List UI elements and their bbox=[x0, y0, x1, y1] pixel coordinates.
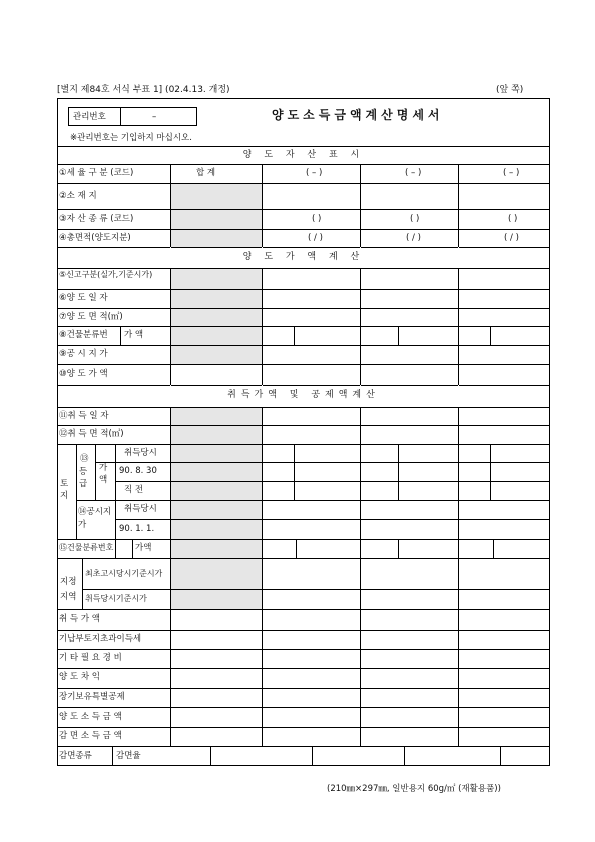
grade-just-before-label: 직 전 bbox=[124, 485, 144, 495]
grade-price-label: 가액 bbox=[99, 463, 108, 485]
area-share-field-2[interactable]: ( / ) bbox=[406, 233, 421, 243]
shaded-total-area-1 bbox=[171, 183, 262, 247]
transfer-date-label: ⑥양 도 일 자 bbox=[59, 293, 108, 303]
report-class-label: ⑤신고구분(실가,기준시가) bbox=[59, 270, 153, 279]
exempt-type-label: 감면종류 bbox=[59, 751, 92, 761]
grade-label: 등급 bbox=[79, 467, 88, 489]
total-column-label: 합 계 bbox=[196, 168, 216, 178]
first-notice-price-label: 최초고시당시기준시가 bbox=[85, 569, 163, 578]
acq-area-label: ⑫취 득 면 적(㎡) bbox=[59, 429, 124, 439]
asset-type-field-2[interactable]: ( ) bbox=[410, 214, 420, 224]
asset-type-field-3[interactable]: ( ) bbox=[508, 214, 518, 224]
location-label: ②소 재 지 bbox=[59, 191, 97, 201]
form-frame bbox=[57, 98, 550, 766]
tax-code-field-3[interactable]: ( – ) bbox=[503, 168, 520, 178]
area-share-field-3[interactable]: ( / ) bbox=[504, 233, 519, 243]
transfer-gain-label: 양 도 차 익 bbox=[59, 672, 100, 682]
mgmt-number-value[interactable]: – bbox=[152, 112, 157, 122]
grade-number: ⑬ bbox=[80, 454, 89, 464]
grade-1990-08-label: 90. 8. 30 bbox=[119, 466, 157, 476]
section-asset-heading: 양 도 자 산 표 시 bbox=[242, 150, 365, 160]
acq-notice-price-label: 취득당시기준시가 bbox=[85, 594, 147, 603]
other-expenses-label: 기 타 필 요 경 비 bbox=[59, 653, 122, 663]
mgmt-note: ※관리번호는 기입하지 마십시오. bbox=[70, 133, 192, 143]
long-term-deduction-label: 장기보유특별공제 bbox=[59, 692, 125, 702]
shaded-total-area-2 bbox=[171, 268, 262, 364]
posted-at-acq-label: 취득당시 bbox=[124, 504, 157, 514]
tax-code-field-1[interactable]: ( – ) bbox=[306, 168, 323, 178]
official-price-label: ⑨공 시 지 가 bbox=[59, 349, 108, 359]
building-price-label: 가 액 bbox=[124, 330, 144, 340]
paper-spec-footer: (210㎜×297㎜, 일반용지 60g/㎡ (재활용품)) bbox=[327, 784, 501, 794]
asset-type-label: ③자 산 종 류 (코드) bbox=[59, 214, 134, 224]
transfer-amount-label: ⑩양 도 가 액 bbox=[59, 369, 108, 379]
designated-area-label: 지정지역 bbox=[60, 577, 77, 602]
area-share-label: ④총면적(양도지분) bbox=[59, 233, 131, 243]
exempt-rate-label: 감면율 bbox=[116, 751, 141, 761]
transfer-area-label: ⑦양 도 면 적(㎡) bbox=[59, 312, 123, 322]
building-price-label-2: 가액 bbox=[135, 543, 152, 553]
tax-code-field-2[interactable]: ( – ) bbox=[405, 168, 422, 178]
section-transfer-heading: 양 도 가 액 계 산 bbox=[242, 252, 365, 262]
exempt-income-label: 감 면 소 득 금 액 bbox=[59, 731, 122, 741]
form-reference: [별지 제84호 서식 부표 1] (02.4.13. 개정) bbox=[57, 85, 230, 95]
form-title: 양도소득금액계산명세서 bbox=[272, 108, 444, 122]
capital-gain-label: 양 도 소 득 금 액 bbox=[59, 712, 122, 722]
tax-class-label: ①세 율 구 분 (코드) bbox=[59, 168, 134, 178]
section-acquisition-heading: 취득가액 및 공제액계산 bbox=[227, 390, 380, 400]
land-label: 토지 bbox=[60, 479, 69, 501]
building-class-label: ⑧건물분류번 bbox=[59, 330, 108, 340]
acq-date-label: ⑪취 득 일 자 bbox=[59, 411, 109, 421]
acq-price-label: 취 득 가 액 bbox=[59, 614, 100, 624]
page-side-label: (앞 쪽) bbox=[496, 85, 524, 95]
mgmt-number-label: 관리번호 bbox=[73, 112, 106, 122]
idle-land-tax-label: 기납부토지초과이득세 bbox=[59, 634, 142, 644]
area-share-field-1[interactable]: ( / ) bbox=[308, 233, 323, 243]
grade-at-acq-label: 취득당시 bbox=[124, 448, 157, 458]
asset-type-field-1[interactable]: ( ) bbox=[312, 214, 322, 224]
shaded-total-area-3 bbox=[171, 407, 262, 609]
posted-1990-01-label: 90. 1. 1. bbox=[119, 524, 155, 534]
posted-land-price-label: ⑭공시지가 bbox=[78, 507, 112, 530]
building-number-label: ⑮건물분류번호 bbox=[59, 543, 114, 552]
